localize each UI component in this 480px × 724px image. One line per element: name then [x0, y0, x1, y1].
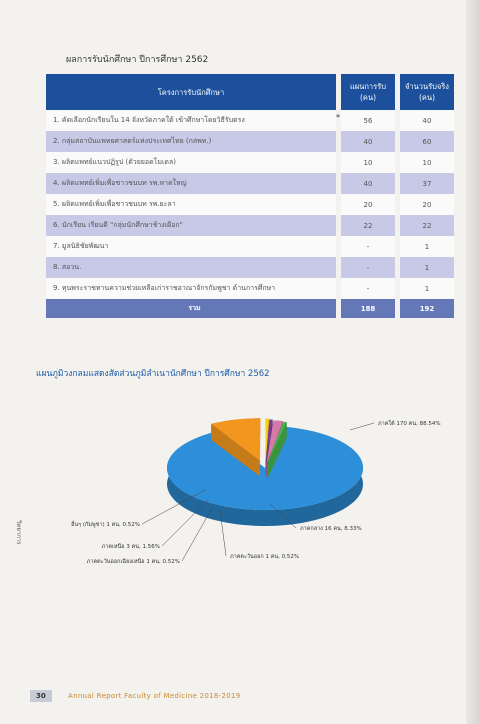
- row-actual-value: 10: [400, 152, 454, 173]
- pie-slice-label: ภาคเหนือ 3 คน, 1.56%: [101, 544, 160, 550]
- total-plan: 188: [341, 299, 395, 318]
- table-row: [46, 152, 454, 173]
- row-plan-value: 10: [341, 152, 395, 173]
- table-row: [46, 236, 454, 257]
- admission-table: [46, 74, 454, 318]
- row-project-name: 6. นักเรียน เรียนดี "กลุ่มนักศึกษาช้างเผือก": [46, 215, 336, 236]
- table-row: [46, 278, 454, 299]
- row-plan-value: -: [341, 257, 395, 278]
- row-actual-value: 1: [400, 278, 454, 299]
- row-project-name: 4. ผลิตแพทย์เพิ่มเพื่อชาวชนบท รพ.หาดใหญ่: [46, 173, 336, 194]
- row-project-name: 1. คัดเลือกนักเรียนใน 14 จังหวัดภาคใต้ เข้าศึกษาโดยวิธีรับตรง: [46, 110, 336, 131]
- pie-slice-label: ภาคตะวันออก 1 คน, 0.52%: [230, 554, 300, 560]
- row-plan-value: 22: [341, 215, 395, 236]
- total-label: รวม: [46, 299, 336, 318]
- pie-chart-title: แผนภูมิวงกลมแสดงสัดส่วนภูมิลำเนานักศึกษา ปีการศึกษา 2562: [36, 369, 270, 379]
- pie-slice-label: ภาคกลาง 16 คน, 8.33%: [300, 526, 362, 532]
- header-project: โครงการรับนักศึกษา: [46, 74, 336, 110]
- total-row: [46, 299, 454, 318]
- header-plan: แผนการรับ (คน): [341, 74, 395, 110]
- row-actual-value: 60: [400, 131, 454, 152]
- row-actual-value: 37: [400, 173, 454, 194]
- total-actual: 192: [400, 299, 454, 318]
- row-project-name: 3. ผลิตแพทย์แนวปฏิรูป (ตัวยยอดโมเดล): [46, 152, 336, 173]
- row-actual-value: 20: [400, 194, 454, 215]
- note-mark: *: [336, 113, 340, 122]
- header-actual: จำนวนรับจริง (คน): [400, 74, 454, 110]
- row-plan-value: -: [341, 278, 395, 299]
- pie-leader-line: [182, 508, 212, 561]
- pie-slice-label: ภาคตะวันออกเฉียงเหนือ 1 คน, 0.52%: [86, 559, 180, 565]
- footer: [30, 690, 450, 704]
- row-plan-value: -: [341, 236, 395, 257]
- table-row: [46, 215, 454, 236]
- pie-leader-line: [350, 423, 374, 430]
- pie-slice-label: อื่นๆ (กัมพูชา) 1 คน, 0.52%: [71, 522, 140, 528]
- footer-text: Annual Report Faculty of Medicine 2018-2019: [68, 692, 241, 700]
- pie-slice: [167, 427, 363, 510]
- table-row: [46, 110, 454, 131]
- row-actual-value: 1: [400, 257, 454, 278]
- row-plan-value: 40: [341, 131, 395, 152]
- table-row: [46, 131, 454, 152]
- row-actual-value: 1: [400, 236, 454, 257]
- region-pie-chart: [0, 400, 480, 600]
- table-row: [46, 194, 454, 215]
- row-actual-value: 40: [400, 110, 454, 131]
- row-project-name: 8. สอวน.: [46, 257, 336, 278]
- page-number: 30: [30, 690, 52, 702]
- admission-table-title: ผลการรับนักศึกษา ปีการศึกษา 2562: [66, 55, 209, 65]
- table-row: [46, 173, 454, 194]
- row-project-name: 5. ผลิตแพทย์เพิ่มเพื่อชาวชนบท รพ.ยะลา: [46, 194, 336, 215]
- row-project-name: 9. ทุนพระราชทานความช่วยเหลือเก่าราชอาณาจักรกัมพูชา ด้านการศึกษา: [46, 278, 336, 299]
- row-plan-value: 20: [341, 194, 395, 215]
- row-project-name: 7. มูลนิธิชัยพัฒนา: [46, 236, 336, 257]
- row-plan-value: 40: [341, 173, 395, 194]
- side-vertical-text: วิทยาการ: [15, 520, 22, 545]
- table-row: [46, 257, 454, 278]
- pie-slice-label: ภาคใต้ 170 คน, 88.54%: [378, 421, 441, 427]
- row-actual-value: 22: [400, 215, 454, 236]
- row-project-name: 2. กลุ่มสถาบันแพทยศาสตร์แห่งประเทศไทย (กสพท.): [46, 131, 336, 152]
- row-plan-value: 56: [341, 110, 395, 131]
- page-edge-shadow: [466, 0, 480, 724]
